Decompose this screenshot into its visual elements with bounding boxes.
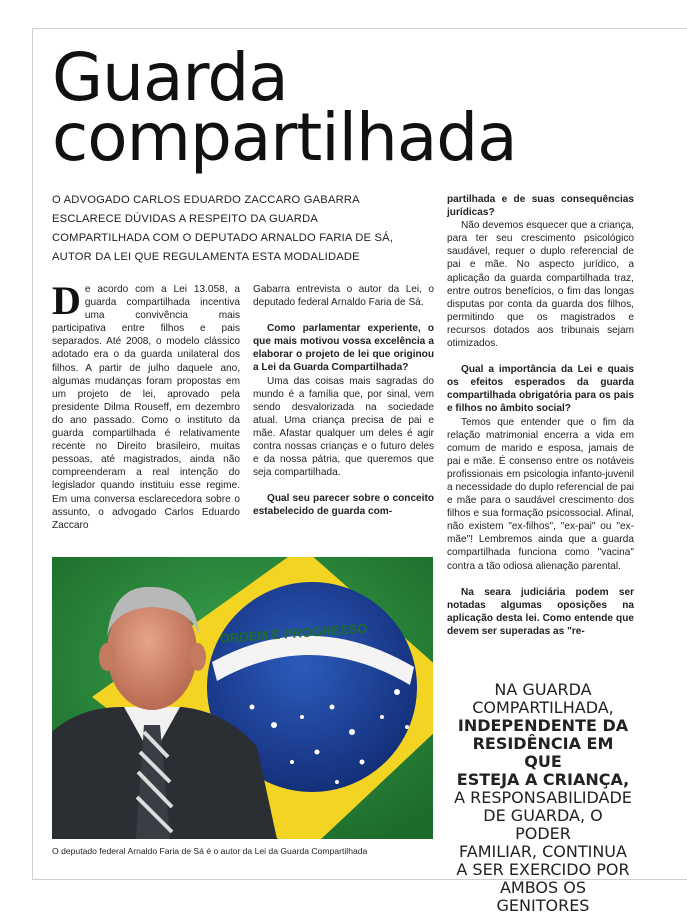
drop-cap: D	[52, 278, 81, 323]
pull-quote-emphasis: INDEPENDENTE DA	[457, 716, 629, 735]
text-column-1	[52, 278, 240, 532]
question: Na seara judiciária podem ser notadas algumas oposições na aplicação desta lei. Como entende que devem ser superadas as "re-	[447, 586, 634, 637]
photo-caption: O deputado federal Arnaldo Faria de Sá é o autor da Lei da Guarda Compartilhada	[52, 846, 368, 856]
intro-text: e acordo com a Lei 13.058, a guarda compartilhada incentiva uma convivência mais participativa entre filhos e pais separados. Até 2008, o modelo clássico adotado era o da guarda unilateral dos filhos. A partir de julho daquele ano, algumas mudanças foram propostas em um projeto de lei, aprovado pela presidente Dilma Rouseff, em dezembro do ano passado. Como o instituto da guarda compartilhada é relativamente recente no Direito brasileiro, muitas pessoas, até magistrados, ainda não compreenderam a real intenção do legislador quando instituiu esse regime. Em uma conversa esclarecedora sobre o assunto, o advogado Carlos Eduardo Zaccaro	[52, 284, 240, 531]
answer: Temos que entender que o fim da relação matrimonial encerra a vida em comum de marido e esposa, jamais de pai e mãe. É consenso entre os notáveis profissionais em psicologia infanto-juvenil a necessidade do duplo referencial de pai e mãe para o saudável crescimento dos filhos e sua formação psicossocial. Afinal, não existem "ex-filhos", "ex-pai" ou "ex-mãe"! Lembremos ainda que a guarda compartilhada funciona como "vacina" contra a tão odiosa alienação parental.	[447, 416, 634, 572]
question: Qual a importância da Lei e quais os efeitos esperados da guarda compartilhada obrigatória para os pais e filhos no âmbito social?	[447, 364, 634, 415]
answer: Não devemos esquecer que a criança, para ter seu crescimento psicológico saudável, requer o duplo referencial de pai e mãe. No aspecto jurídico, a aplicação da guarda compartilhada traz, entre outros benefícios, o fim das longas disputas por conta da guarda dos filhos, permitindo que os magistrados e recursos dotados aos tribunais sejam otimizados.	[447, 220, 634, 350]
answer: Uma das coisas mais sagradas do mundo é a família que, por sinal, vem sendo desvalorizada na sociedade atual. Uma criança precisa de pai e mãe. Afastar qualquer um deles é agir contra nossas crianças e o futuro deles e da nossa pátria, que queremos que seja compartilhada.	[253, 375, 434, 479]
question: Como parlamentar experiente, o que mais motivou vossa excelência a elaborar o projeto de lei que originou a Lei da Guarda Compartilhada?	[253, 323, 434, 374]
question: Qual seu parecer sobre o conceito estabelecido de guarda com-	[253, 493, 434, 518]
title-line-2: compartilhada	[52, 99, 517, 176]
pull-quote-emphasis: ESTEJA A CRIANÇA,	[456, 770, 630, 789]
lede-line: COMPARTILHADA COM O DEPUTADO ARNALDO FARIA DE SÁ,	[52, 232, 394, 244]
paragraph: Gabarra entrevista o autor da Lei, o deputado federal Arnaldo Faria de Sá.	[253, 284, 434, 309]
pull-quote-line: NA GUARDA	[494, 680, 592, 699]
pull-quote-line: FAMILIAR, CONTINUA	[459, 842, 627, 861]
pull-quote	[453, 681, 633, 915]
pull-quote-line: AMBOS OS GENITORES	[496, 878, 590, 915]
lede-line: ESCLARECE DÚVIDAS A RESPEITO DA GUARDA	[52, 213, 319, 225]
flag-banner-text: ORDEM E PROGRESSO	[219, 620, 368, 646]
article-lede	[52, 191, 394, 267]
photo-illustration	[52, 557, 433, 839]
pull-quote-line: COMPARTILHADA,	[472, 698, 614, 717]
question-continued: partilhada e de suas consequências jurídicas?	[447, 194, 634, 219]
pull-quote-emphasis: RESIDÊNCIA EM QUE	[472, 734, 614, 771]
pull-quote-line: A RESPONSABILIDADE	[454, 788, 632, 807]
lede-line: O ADVOGADO CARLOS EDUARDO ZACCARO GABARRA	[52, 194, 360, 206]
article-title	[52, 39, 517, 176]
lede-line: AUTOR DA LEI QUE REGULAMENTA ESTA MODALIDADE	[52, 251, 360, 263]
title-line-1: Guarda	[52, 39, 288, 116]
intro-paragraph	[52, 278, 240, 532]
pull-quote-line: A SER EXERCIDO POR	[456, 860, 630, 879]
text-column-3	[447, 193, 634, 638]
pull-quote-line: DE GUARDA, O PODER	[483, 806, 603, 843]
text-column-2	[253, 283, 434, 519]
deputy-photo	[52, 557, 433, 839]
